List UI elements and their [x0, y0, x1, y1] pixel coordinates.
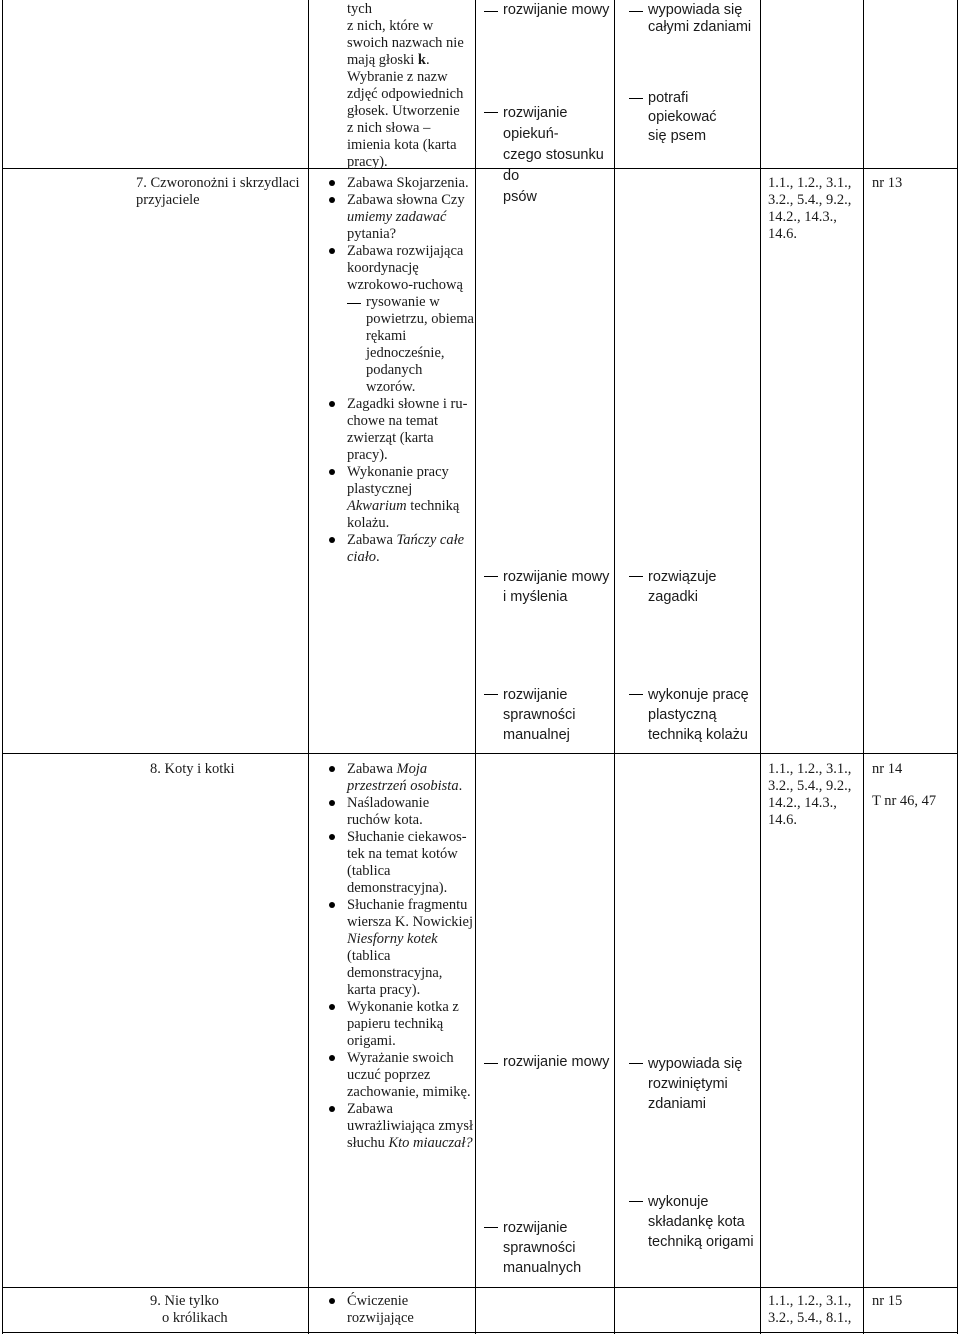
text-line: pracy). — [347, 154, 388, 170]
activity-item: Słuchanie fragmentu wiersza K. Nowickiej Niesforny kotek (tablica demonstracyjna, karta pracy). — [322, 897, 474, 999]
activities-list-8 — [322, 761, 474, 1152]
goal-care: rozwijanie opiekuń- czego stosunku do psów — [484, 103, 612, 208]
activity-item: Zabawa Moja przestrzeń osobista. — [322, 761, 474, 795]
topic-title-7: 7. Czworonożni i skrzydlaci przyjaciele — [136, 175, 300, 208]
activity-item: Wykonanie kotka z papieru techniką origami. — [322, 999, 474, 1050]
activity-item: Zagadki słowne i ru-chowe na temat zwierząt (karta pracy). — [322, 396, 474, 464]
text-line: z nich słowa – — [347, 120, 431, 136]
core-curriculum-codes-8: 1.1., 1.2., 3.1., 3.2., 5.4., 9.2., 14.2., 14.3., 14.6. — [768, 761, 852, 828]
activity-item: Zabawa słowna Czy umiemy zadawać pytania? — [322, 192, 474, 243]
table-right-border — [957, 0, 958, 1334]
material-ref-8: nr 14 T nr 46, 47 — [872, 761, 937, 809]
activity-item: Zabawa Skojarzenia. — [322, 175, 474, 192]
outcome-origami: wykonuje składankę kota techniką origami — [629, 1192, 759, 1252]
material-ref-9: nr 15 — [872, 1293, 903, 1309]
activity-item: Wykonanie pracy plastycznej Akwarium techniką kolażu. — [322, 464, 474, 532]
topic-title-8: 8. Koty i kotki — [150, 761, 235, 777]
row-divider-9 — [2, 1287, 958, 1288]
outcome-language-8: wypowiada się rozwiniętymi zdaniami — [629, 1054, 759, 1114]
activity-item: Zabawa uwrażliwiająca zmysł słuchu Kto miauczał? — [322, 1101, 474, 1152]
text-line: swoich nazwach nie — [347, 35, 464, 51]
goal-manual-skills-7: rozwijanie sprawności manualnej — [484, 685, 612, 745]
row-divider-8 — [2, 753, 958, 754]
activity-item: Zabawa rozwijająca koordynację wzrokowo-ruchową rysowanie w powietrzu, obiema rękami jednocześnie, podanych wzorów. — [322, 243, 474, 396]
table-left-border — [2, 0, 3, 1334]
column-divider-5 — [863, 0, 864, 1334]
outcome-care: potrafi opiekować się psem — [629, 89, 759, 146]
activity-item: Wyrażanie swoich uczuć poprzez zachowanie, mimikę. — [322, 1050, 474, 1101]
text-line: z nich, które w — [347, 18, 434, 34]
core-curriculum-codes-7: 1.1., 1.2., 3.1., 3.2., 5.4., 9.2., 14.2., 14.3., 14.6. — [768, 175, 852, 242]
column-divider-1 — [308, 0, 309, 1334]
activity-item: Ćwiczenie rozwijające — [322, 1293, 474, 1327]
text-line: głosek. Utworzenie — [347, 103, 460, 119]
text-line: Wybranie z nazw — [347, 69, 448, 85]
text-line: imienia kota (karta — [347, 137, 457, 153]
activities-continuation — [347, 1, 473, 171]
core-curriculum-codes-9: 1.1., 1.2., 3.1., 3.2., 5.4., 8.1., — [768, 1293, 852, 1326]
activities-list-9 — [322, 1293, 474, 1327]
goal-language: rozwijanie mowy — [484, 2, 612, 19]
row-divider-7 — [2, 168, 958, 169]
column-divider-3 — [614, 0, 615, 1334]
topic-title-9: 9. Nie tylko o królikach — [150, 1293, 228, 1326]
activities-list-7 — [322, 175, 474, 566]
outcome-art-work: wykonuje pracę plastyczną techniką kolażu — [629, 685, 759, 745]
outcome-riddles: rozwiązuje zagadki — [629, 567, 759, 607]
table-bottom-border — [2, 1332, 958, 1333]
goal-manual-skills-8: rozwijanie sprawności manualnych — [484, 1218, 612, 1278]
activity-item: Zabawa Tańczy całe ciało. — [322, 532, 474, 566]
text-line: mają głoski k. — [347, 52, 430, 68]
column-divider-4 — [760, 0, 761, 1334]
text-line: zdjęć odpowiednich — [347, 86, 464, 102]
column-divider-2 — [475, 0, 476, 1334]
goal-thinking: rozwijanie mowy i myślenia — [484, 567, 612, 607]
outcome-speaking: wypowiada się całymi zdaniami — [629, 2, 759, 36]
activity-item: Słuchanie ciekawos-tek na temat kotów (tablica demonstracyjna). — [322, 829, 474, 897]
goal-language-8: rozwijanie mowy — [484, 1054, 612, 1071]
material-ref-7: nr 13 — [872, 175, 903, 191]
activity-item: Naśladowanie ruchów kota. — [322, 795, 474, 829]
text-line: tych — [347, 1, 372, 17]
